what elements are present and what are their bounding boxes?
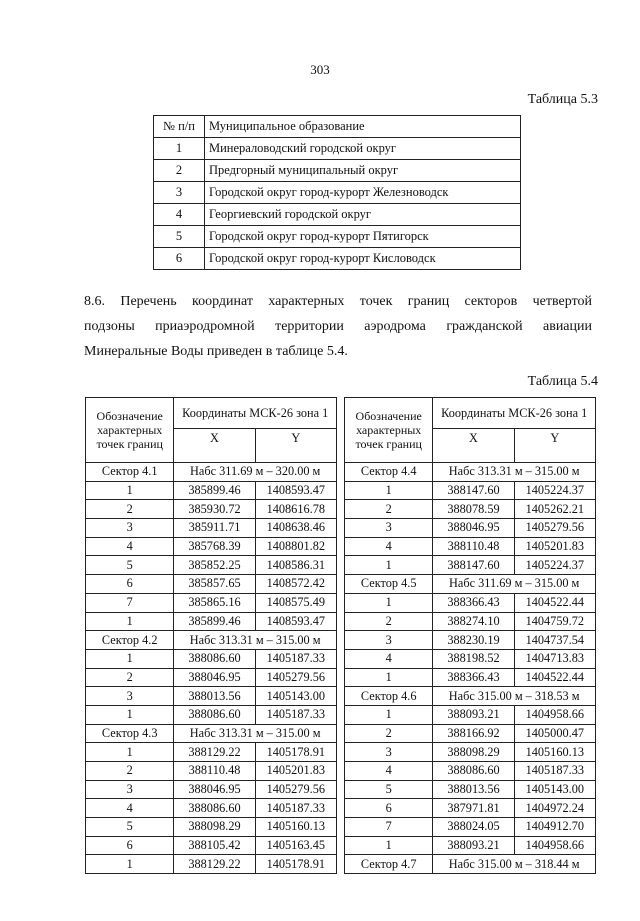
row-num: 5 [154,226,205,248]
coord-x: 385768.39 [174,537,255,556]
table-row [86,743,337,762]
coord-x: 387971.81 [433,799,514,818]
page-number: 303 [310,62,330,77]
sector-name: Сектор 4.7 [345,855,433,874]
coord-y: 1405187.33 [255,649,336,668]
point-number: 6 [86,575,174,594]
coord-x: 388086.60 [174,705,255,724]
table-row [154,226,521,248]
point-number: 1 [345,481,433,500]
point-number: 1 [86,705,174,724]
sector-name: Сектор 4.2 [86,631,174,650]
sector-name: Сектор 4.3 [86,724,174,743]
row-municipality: Городской округ город-курорт Пятигорск [205,226,521,248]
paragraph-line: Минеральные Воды приведен в таблице 5.4. [84,344,348,359]
table-header-row [345,398,596,429]
coord-x: 388078.59 [433,500,514,519]
sector-height-range: Набс 311.69 м – 315.00 м [433,575,596,594]
table-row [345,537,596,556]
table-row [86,799,337,818]
table-row [86,705,337,724]
point-number: 6 [345,799,433,818]
coord-y: 1405178.91 [255,743,336,762]
sector-row [345,575,596,594]
coord-y: 1405279.56 [255,780,336,799]
coord-x: 388086.60 [174,799,255,818]
row-municipality: Городской округ город-курорт Кисловодск [205,248,521,270]
coord-y: 1405000.47 [514,724,595,743]
point-number: 1 [345,593,433,612]
coord-y: 1405224.37 [514,556,595,575]
coord-x: 385857.65 [174,575,255,594]
coord-y: 1405262.21 [514,500,595,519]
coord-x: 388046.95 [174,668,255,687]
coord-y: 1404759.72 [514,612,595,631]
sector-height-range: Набс 313.31 м – 315.00 м [174,631,337,650]
table-row [154,248,521,270]
point-number: 3 [86,780,174,799]
coord-y: 1405279.56 [514,519,595,538]
point-number: 1 [345,556,433,575]
table-row [345,780,596,799]
paragraph-line: 8.6. Перечень координат характерных точек границ секторов четвертой [84,294,592,309]
point-number: 3 [86,519,174,538]
point-number: 2 [345,724,433,743]
point-number: 4 [86,799,174,818]
coord-y: 1405143.00 [255,687,336,706]
point-number: 4 [345,762,433,781]
point-number: 3 [345,743,433,762]
coord-x: 388366.43 [433,668,514,687]
coord-x: 385852.25 [174,556,255,575]
point-number: 2 [345,500,433,519]
sector-row [86,631,337,650]
sector-name: Сектор 4.6 [345,687,433,706]
sector-row [345,855,596,874]
row-municipality: Городской округ город-курорт Железноводск [205,182,521,204]
point-number: 1 [86,743,174,762]
coord-x: 388166.92 [433,724,514,743]
coord-x: 388110.48 [174,762,255,781]
coord-x: 388046.95 [174,780,255,799]
table-row [345,762,596,781]
row-municipality: Минераловодский городской округ [205,138,521,160]
coord-x: 388098.29 [433,743,514,762]
coord-y: 1404737.54 [514,631,595,650]
table-row [86,762,337,781]
point-number: 2 [86,500,174,519]
coord-y: 1405187.33 [514,762,595,781]
table-row [86,780,337,799]
point-number: 1 [345,668,433,687]
point-number: 2 [345,612,433,631]
coord-y: 1408616.78 [255,500,336,519]
sector-name: Сектор 4.1 [86,463,174,482]
coord-x: 388105.42 [174,836,255,855]
coord-y: 1408593.47 [255,481,336,500]
header-point-label: Обозначение характерных точек границ [345,398,433,463]
coord-x: 385899.46 [174,612,255,631]
header-point-label: Обозначение характерных точек границ [86,398,174,463]
table-row [154,160,521,182]
sector-row [345,463,596,482]
coordinates-table-right [344,397,596,874]
table-5-3-caption: Таблица 5.3 [527,92,598,107]
table-row [86,593,337,612]
header-coords: Координаты МСК-26 зона 1 [174,398,337,429]
table-row [86,687,337,706]
sector-name: Сектор 4.4 [345,463,433,482]
coord-y: 1405279.56 [255,668,336,687]
table-row [86,612,337,631]
header-x: X [433,429,514,463]
coord-x: 388013.56 [433,780,514,799]
coord-y: 1408572.42 [255,575,336,594]
row-municipality: Предгорный муниципальный округ [205,160,521,182]
header-x: X [174,429,255,463]
point-number: 2 [86,668,174,687]
coord-x: 388230.19 [433,631,514,650]
coord-x: 388013.56 [174,687,255,706]
row-num: 1 [154,138,205,160]
table-header-row [154,116,521,138]
table-row [345,818,596,837]
table-row [345,500,596,519]
table-row [86,500,337,519]
coord-y: 1405187.33 [255,705,336,724]
coord-x: 388110.48 [433,537,514,556]
table-row [345,743,596,762]
point-number: 2 [86,762,174,781]
table-row [154,204,521,226]
coord-x: 388098.29 [174,818,255,837]
point-number: 4 [345,537,433,556]
point-number: 3 [345,519,433,538]
table-row [86,818,337,837]
point-number: 3 [345,631,433,650]
coord-y: 1408593.47 [255,612,336,631]
point-number: 3 [86,687,174,706]
row-municipality: Георгиевский городской округ [205,204,521,226]
coord-x: 388024.05 [433,818,514,837]
point-number: 1 [86,481,174,500]
sector-name: Сектор 4.5 [345,575,433,594]
coord-x: 388274.10 [433,612,514,631]
coord-x: 385865.16 [174,593,255,612]
row-num: 6 [154,248,205,270]
sector-height-range: Набс 311.69 м – 320.00 м [174,463,337,482]
coord-x: 385930.72 [174,500,255,519]
coord-x: 388086.60 [174,649,255,668]
point-number: 1 [86,649,174,668]
header-coords: Координаты МСК-26 зона 1 [433,398,596,429]
table-row [345,705,596,724]
point-number: 7 [345,818,433,837]
table-5-4-caption: Таблица 5.4 [527,374,598,389]
coordinates-table-left [85,397,337,874]
header-num: № п/п [154,116,205,138]
coord-x: 388147.60 [433,481,514,500]
coord-y: 1408801.82 [255,537,336,556]
coord-y: 1404958.66 [514,705,595,724]
coord-x: 385899.46 [174,481,255,500]
table-row [345,799,596,818]
coord-y: 1404713.83 [514,649,595,668]
coord-y: 1405224.37 [514,481,595,500]
table-row [86,519,337,538]
table-row [86,556,337,575]
point-number: 1 [86,612,174,631]
coord-x: 388147.60 [433,556,514,575]
table-row [345,481,596,500]
point-number: 4 [86,537,174,556]
header-y: Y [255,429,336,463]
table-row [86,668,337,687]
coord-y: 1404972.24 [514,799,595,818]
table-row [345,631,596,650]
coord-x: 385911.71 [174,519,255,538]
sector-row [86,463,337,482]
point-number: 1 [345,836,433,855]
coord-y: 1408638.46 [255,519,336,538]
coord-x: 388093.21 [433,836,514,855]
table-row [345,593,596,612]
sector-height-range: Набс 313.31 м – 315.00 м [433,463,596,482]
coord-x: 388046.95 [433,519,514,538]
table-row [86,836,337,855]
table-row [345,836,596,855]
coord-y: 1408575.49 [255,593,336,612]
coord-x: 388093.21 [433,705,514,724]
coord-y: 1408586.31 [255,556,336,575]
coord-y: 1405178.91 [255,855,336,874]
table-row [86,481,337,500]
coord-y: 1404958.66 [514,836,595,855]
point-number: 4 [345,649,433,668]
sector-height-range: Набс 313.31 м – 315.00 м [174,724,337,743]
table-row [86,537,337,556]
table-row [154,182,521,204]
coord-y: 1405160.13 [514,743,595,762]
table-row [345,519,596,538]
point-number: 7 [86,593,174,612]
municipality-table [153,115,521,270]
paragraph-8-6 [84,289,592,364]
sector-row [345,687,596,706]
row-num: 2 [154,160,205,182]
point-number: 5 [345,780,433,799]
coord-x: 388198.52 [433,649,514,668]
sector-height-range: Набс 315.00 м – 318.53 м [433,687,596,706]
paragraph-line: подзоны приаэродромной территории аэродрома гражданской авиации [84,319,592,334]
coord-y: 1404912.70 [514,818,595,837]
point-number: 1 [345,705,433,724]
table-row [86,649,337,668]
header-y: Y [514,429,595,463]
table-row [154,138,521,160]
coord-y: 1405160.13 [255,818,336,837]
coord-x: 388129.22 [174,855,255,874]
coord-y: 1405143.00 [514,780,595,799]
header-name: Муниципальное образование [205,116,521,138]
table-row [345,649,596,668]
coord-y: 1405201.83 [255,762,336,781]
row-num: 3 [154,182,205,204]
coord-y: 1405201.83 [514,537,595,556]
point-number: 6 [86,836,174,855]
sector-height-range: Набс 315.00 м – 318.44 м [433,855,596,874]
coord-y: 1404522.44 [514,593,595,612]
point-number: 5 [86,556,174,575]
point-number: 1 [86,855,174,874]
table-row [345,724,596,743]
point-number: 5 [86,818,174,837]
table-row [345,556,596,575]
coord-y: 1405163.45 [255,836,336,855]
sector-row [86,724,337,743]
coord-x: 388086.60 [433,762,514,781]
coord-x: 388129.22 [174,743,255,762]
table-row [86,855,337,874]
table-header-row [86,398,337,429]
coord-x: 388366.43 [433,593,514,612]
coord-y: 1405187.33 [255,799,336,818]
table-row [345,612,596,631]
table-row [345,668,596,687]
coord-y: 1404522.44 [514,668,595,687]
row-num: 4 [154,204,205,226]
table-row [86,575,337,594]
